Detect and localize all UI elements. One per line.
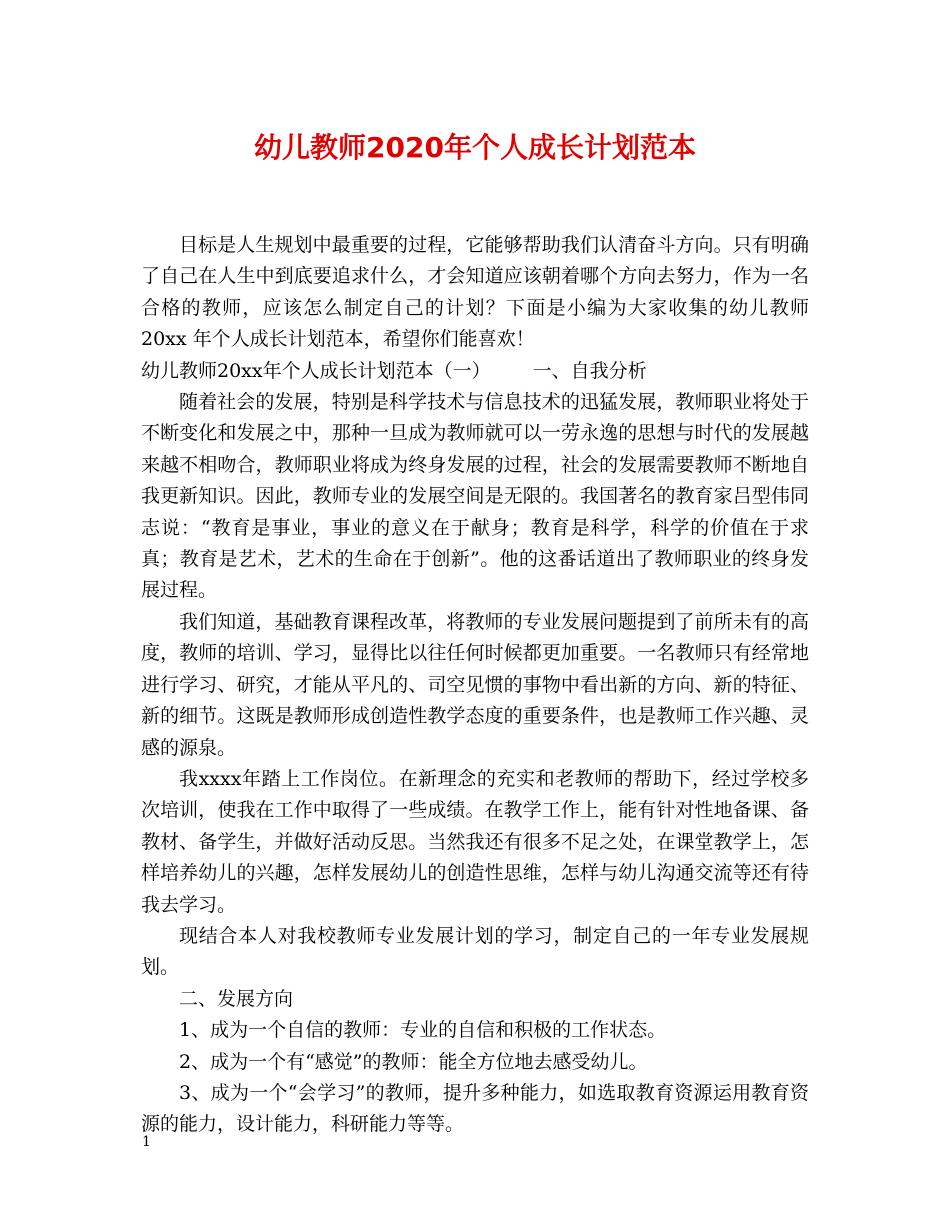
section-heading-self-analysis: 一、自我分析 — [532, 359, 647, 382]
list-item: 1、成为一个自信的教师：专业的自信和积极的工作状态。 — [179, 1019, 667, 1042]
section-heading-line — [141, 356, 809, 387]
document-title: 幼儿教师2020年个人成长计划范本 — [254, 131, 696, 164]
sample-heading: 幼儿教师20xx年个人成长计划范本（一） — [141, 359, 491, 382]
section-heading-direction: 二、发展方向 — [179, 987, 294, 1010]
body-paragraph: 我xxxx年踏上工作岗位。在新理念的充实和老教师的帮助下，经过学校多次培训，使我在工作中取得了一些成绩。在教学工作上，能有针对性地备课、备教材、备学生，并做好活动反思。当然我还有很多不足之处，在课堂教学上，怎样培养幼儿的兴趣，怎样发展幼儿的创造性思维，怎样与幼儿沟通交流等还有待我去学习。 — [141, 767, 809, 916]
body-paragraph: 随着社会的发展，特别是科学技术与信息技术的迅猛发展，教师职业将处于不断变化和发展之中，那种一旦成为教师就可以一劳永逸的思想与时代的发展越来越不相吻合，教师职业将成为终身发展的过程，社会的发展需要教师不断地自我更新知识。因此，教师专业的发展空间是无限的。我国著名的教育家吕型伟同志说：“教育是事业，事业的意义在于献身；教育是科学，科学的价值在于求真；教育是艺术，艺术的生命在于创新”。他的这番话道出了教师职业的终身发展过程。 — [141, 391, 809, 602]
page-number: 1 — [142, 1134, 151, 1150]
list-item: 3、成为一个“会学习”的教师，提升多种能力，如选取教育资源运用教育资源的能力，设计能力，科研能力等等。 — [141, 1081, 809, 1136]
body-paragraph: 我们知道，基础教育课程改革，将教师的专业发展问题提到了前所未有的高度，教师的培训、学习，显得比以往任何时候都更加重要。一名教师只有经常地进行学习、研究，才能从平凡的、司空见惯的事物中看出新的方向、新的特征、新的细节。这既是教师形成创造性教学态度的重要条件，也是教师工作兴趣、灵感的源泉。 — [141, 610, 809, 759]
intro-paragraph: 目标是人生规划中最重要的过程，它能够帮助我们认清奋斗方向。只有明确了自己在人生中到底要追求什么，才会知道应该朝着哪个方向去努力，作为一名合格的教师，应该怎么制定自己的计划？下面是小编为大家收集的幼儿教师 20xx 年个人成长计划范本，希望你们能喜欢！ — [141, 234, 809, 351]
document-body — [141, 230, 809, 1141]
list-item: 2、成为一个有“感觉”的教师：能全方位地去感受幼儿。 — [179, 1050, 648, 1073]
body-paragraph: 现结合本人对我校教师专业发展计划的学习，制定自己的一年专业发展规划。 — [141, 924, 809, 979]
